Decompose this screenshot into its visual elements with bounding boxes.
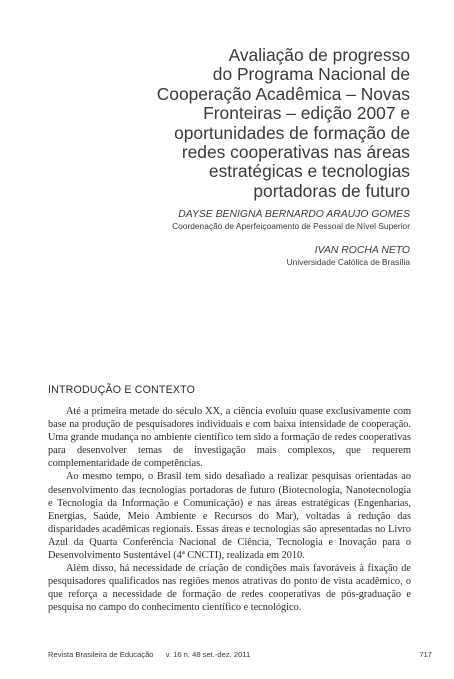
- author-affiliation: Universidade Católica de Brasília: [286, 257, 410, 267]
- body-text: [48, 405, 411, 615]
- author-name: DAYSE BENIGNA BERNARDO ARAUJO GOMES: [178, 209, 410, 220]
- article-title: [80, 46, 410, 201]
- title-line: do Programa Nacional de: [212, 64, 410, 85]
- journal-name: Revista Brasileira de Educação: [48, 650, 154, 659]
- author-block-2: [287, 244, 410, 268]
- title-line: estratégicas e tecnologias: [208, 161, 410, 182]
- title-line: portadoras de futuro: [253, 180, 410, 201]
- paragraph: Além disso, há necessidade de criação de condições mais favoráveis à fixação de pesquisadores qualificados nas regiões menos atrativas do ponto de vista acadêmico, o que reforça a necessidade de formação de redes cooperativas de pós-graduação e pesquisa no campo do conhecimento científico e tecnológico.: [48, 563, 411, 614]
- title-line: redes cooperativas nas áreas: [181, 142, 410, 163]
- page-number: 717: [419, 650, 432, 659]
- author-block-1: [172, 208, 410, 232]
- title-line: Fronteiras – edição 2007 e: [203, 103, 410, 124]
- paragraph: Ao mesmo tempo, o Brasil tem sido desafiado a realizar pesquisas orientadas ao desenvolvimento das tecnologias portadoras de futuro (Biotecnologia, Nanotecnologia e Tecnologia da Informação e Comunicação) e nas áreas estratégicas (Engenharias, Energias, Saúde, Meio Ambiente e Recursos do Mar), voltadas à redução das disparidades acadêmicas regionais. Essas áreas e tecnologias são apresentadas no Livro Azul da Quarta Conferência Nacional de Ciência, Tecnologia e Inovação para o Desenvolvimento Sustentável (4ª CNCTI), realizada em 2010.: [48, 471, 411, 562]
- title-line: Cooperação Acadêmica – Novas: [156, 83, 410, 104]
- paragraph: Até a primeira metade do século XX, a ciência evoluiu quase exclusivamente com base na produção de pesquisadores individuais e com baixa intensidade de cooperação. Uma grande mudança no ambiente científico tem sido a formação de redes cooperativas para desenvolver temas de investigação mais complexos, que requerem complementaridade de competências.: [48, 406, 411, 470]
- page-footer: [48, 650, 432, 659]
- author-affiliation: Coordenação de Aperfeiçoamento de Pessoal de Nível Superior: [172, 221, 410, 231]
- section-heading: INTRODUÇÃO E CONTEXTO: [48, 384, 196, 396]
- title-line: oportunidades de formação de: [174, 122, 410, 143]
- title-line: Avaliação de progresso: [228, 45, 410, 65]
- issue-info: v. 16 n. 48 set.-dez. 2011: [165, 650, 251, 659]
- author-name: IVAN ROCHA NETO: [314, 245, 410, 256]
